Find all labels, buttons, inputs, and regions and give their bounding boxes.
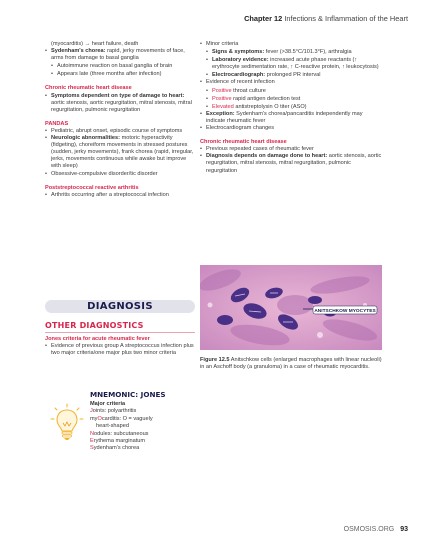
ev-3-rest: antistreptolysin O titer (ASO): [235, 103, 307, 110]
chapter-number: Chapter 12: [244, 14, 283, 23]
chorea-label: Sydenham's chorea:: [51, 48, 106, 55]
signs-text: fever (>38.5°C/101.3°F), arthralgia: [265, 49, 352, 56]
figure-label: ANITSCHKOW MYOCYTES: [314, 309, 376, 314]
diagnosis-title: DIAGNOSIS: [87, 301, 153, 312]
e-rest: rythema marginatum: [93, 438, 146, 445]
jones-heading: Jones criteria for acute rheumatic fever: [45, 336, 150, 342]
ecg-changes-item: • Electrocardiogram changes: [200, 125, 382, 132]
lab-label: Laboratory evidence:: [212, 57, 269, 64]
pandas-item-1: • Pediatric, abrupt onset, episodic course of symptoms: [45, 128, 197, 135]
other-diagnostics-heading: OTHER DIAGNOSTICS: [45, 321, 144, 330]
o-prefix: my: [90, 415, 98, 422]
letter-n: N: [90, 430, 95, 437]
ecg-text: prolonged PR interval: [266, 72, 321, 79]
j-rest: oints: polyarthritis: [92, 408, 137, 415]
lab-text: increased acute phase reactants (↑ erythrocyte sedimentation rate, ↑ C-reactive protein, ↑ leukocytosis): [212, 57, 379, 71]
mnemonic-o-cont: heart-shaped: [96, 423, 129, 430]
lightbulb-icon: [50, 403, 84, 447]
mnemonic-o: [90, 416, 153, 423]
ecg-item: [200, 72, 382, 79]
chronic-item: [45, 93, 197, 114]
exception-text: Sydenham's chorea/pancarditis independently may indicate rheumatic fever: [206, 110, 363, 124]
diagnosis-banner: [45, 300, 195, 313]
page-header: [244, 14, 408, 23]
jones-section: [45, 336, 195, 357]
right-column: [200, 41, 382, 175]
figure-caption: [200, 357, 382, 371]
evidence-2: [200, 96, 382, 103]
ev-2-keyword: Positive: [212, 95, 232, 102]
mnemonic-e: [90, 438, 153, 445]
caption-number: Figure 12.5: [200, 357, 230, 363]
chronic-heading-right: Chronic rheumatic heart disease: [200, 139, 287, 146]
ev-3-keyword: Elevated: [212, 103, 234, 110]
histology-image: [200, 265, 382, 350]
letter-s: S: [90, 445, 94, 452]
lab-item: [200, 57, 382, 71]
myocarditis-continuation: (myocarditis) → heart failure, death: [51, 41, 139, 47]
chronic-label: Symptoms dependent on type of damage to heart:: [51, 92, 185, 99]
chronic-right-text: aortic stenosis, aortic regurgitation, mitral stenosis, mitral regurgitation, pulmonic regurgitation: [206, 153, 382, 174]
jones-item: • Evidence of previous group A streptococcus infection plus two major criteria/one major plus two minor criteria: [45, 343, 195, 357]
chorea-item: [45, 48, 197, 62]
chapter-title: Infections & Inflammation of the Heart: [284, 14, 408, 23]
ev-2-rest: rapid antigen detection test: [233, 95, 301, 102]
pandas-item-3: • Obsessive-compulsive disorder/tic disorder: [45, 171, 197, 178]
mnemonic-s: [90, 445, 153, 452]
ecg-label: Electrocardiograph:: [212, 72, 266, 79]
exception-item: [200, 111, 382, 125]
chorea-text: rapid, jerky movements of face, arms from damage to basal ganglia: [51, 48, 185, 62]
mnemonic-major: Major criteria: [90, 401, 126, 407]
signs-label: Signs & symptoms:: [212, 49, 265, 56]
evidence-3: [200, 104, 382, 111]
chronic-right-1: • Previous repeated cases of rheumatic fever: [200, 146, 382, 153]
chronic-heading-left: Chronic rheumatic heart disease: [45, 85, 132, 92]
exception-label: Exception:: [206, 110, 235, 117]
caption-text: Anitschkow cells (enlarged macrophages with linear nucleoli) in an Aschoff body (a granuloma) in a case of rheumatic myocarditis.: [200, 357, 382, 371]
post-strep-heading: Poststreptococcal reactive arthritis: [45, 184, 139, 191]
mnemonic-n: [90, 431, 153, 438]
chronic-text: aortic stenosis, aortic regurgitation, mitral stenosis, mitral regurgitation, pulmonic regurgitation: [51, 99, 192, 113]
pandas-label: Neurologic abnormalities:: [51, 135, 121, 142]
letter-e: E: [90, 438, 94, 445]
footer-site: OSMOSIS.ORG: [343, 526, 395, 533]
o-rest: carditis: O = vaguely: [101, 415, 153, 422]
chorea-sub-2: • Appears late (three months after infection): [45, 71, 197, 78]
s-rest: ydenham's chorea: [93, 445, 140, 452]
pandas-item-2: [45, 135, 197, 170]
mnemonic-title: MNEMONIC: JONES: [90, 390, 166, 399]
n-rest: odules: subcutaneous: [94, 430, 149, 437]
letter-o: O: [97, 415, 102, 422]
letter-j: J: [90, 408, 93, 415]
mnemonic-j: [90, 408, 153, 415]
left-column: [45, 41, 197, 199]
evidence-item: • Evidence of recent infection: [200, 79, 382, 86]
section-divider: [45, 332, 195, 333]
ev-1-keyword: Positive: [212, 87, 232, 94]
pandas-text: motoric hyperactivity (fidgeting), choreiform movements in stressed postures (sudden, jerky movements), frank chorea (rapid, irregular, jerks, movements continuous while awake but improve with sleep): [51, 135, 194, 170]
post-strep-item: • Arthritis occurring after a streptococcal infection: [45, 192, 197, 199]
minor-criteria: • Minor criteria: [200, 41, 382, 48]
page-number: 93: [400, 526, 408, 533]
signs-item: [200, 49, 382, 56]
pandas-heading: PANDAS: [45, 120, 69, 127]
mnemonic-body: [90, 401, 153, 453]
ev-1-rest: throat culture: [233, 87, 266, 94]
chorea-sub-1: • Autoimmune reaction on basal ganglia of brain: [45, 63, 197, 70]
evidence-1: [200, 88, 382, 95]
chronic-right-2: [200, 153, 382, 174]
chronic-right-label: Diagnosis depends on damage done to heart:: [206, 153, 328, 160]
page-footer: [344, 526, 408, 533]
